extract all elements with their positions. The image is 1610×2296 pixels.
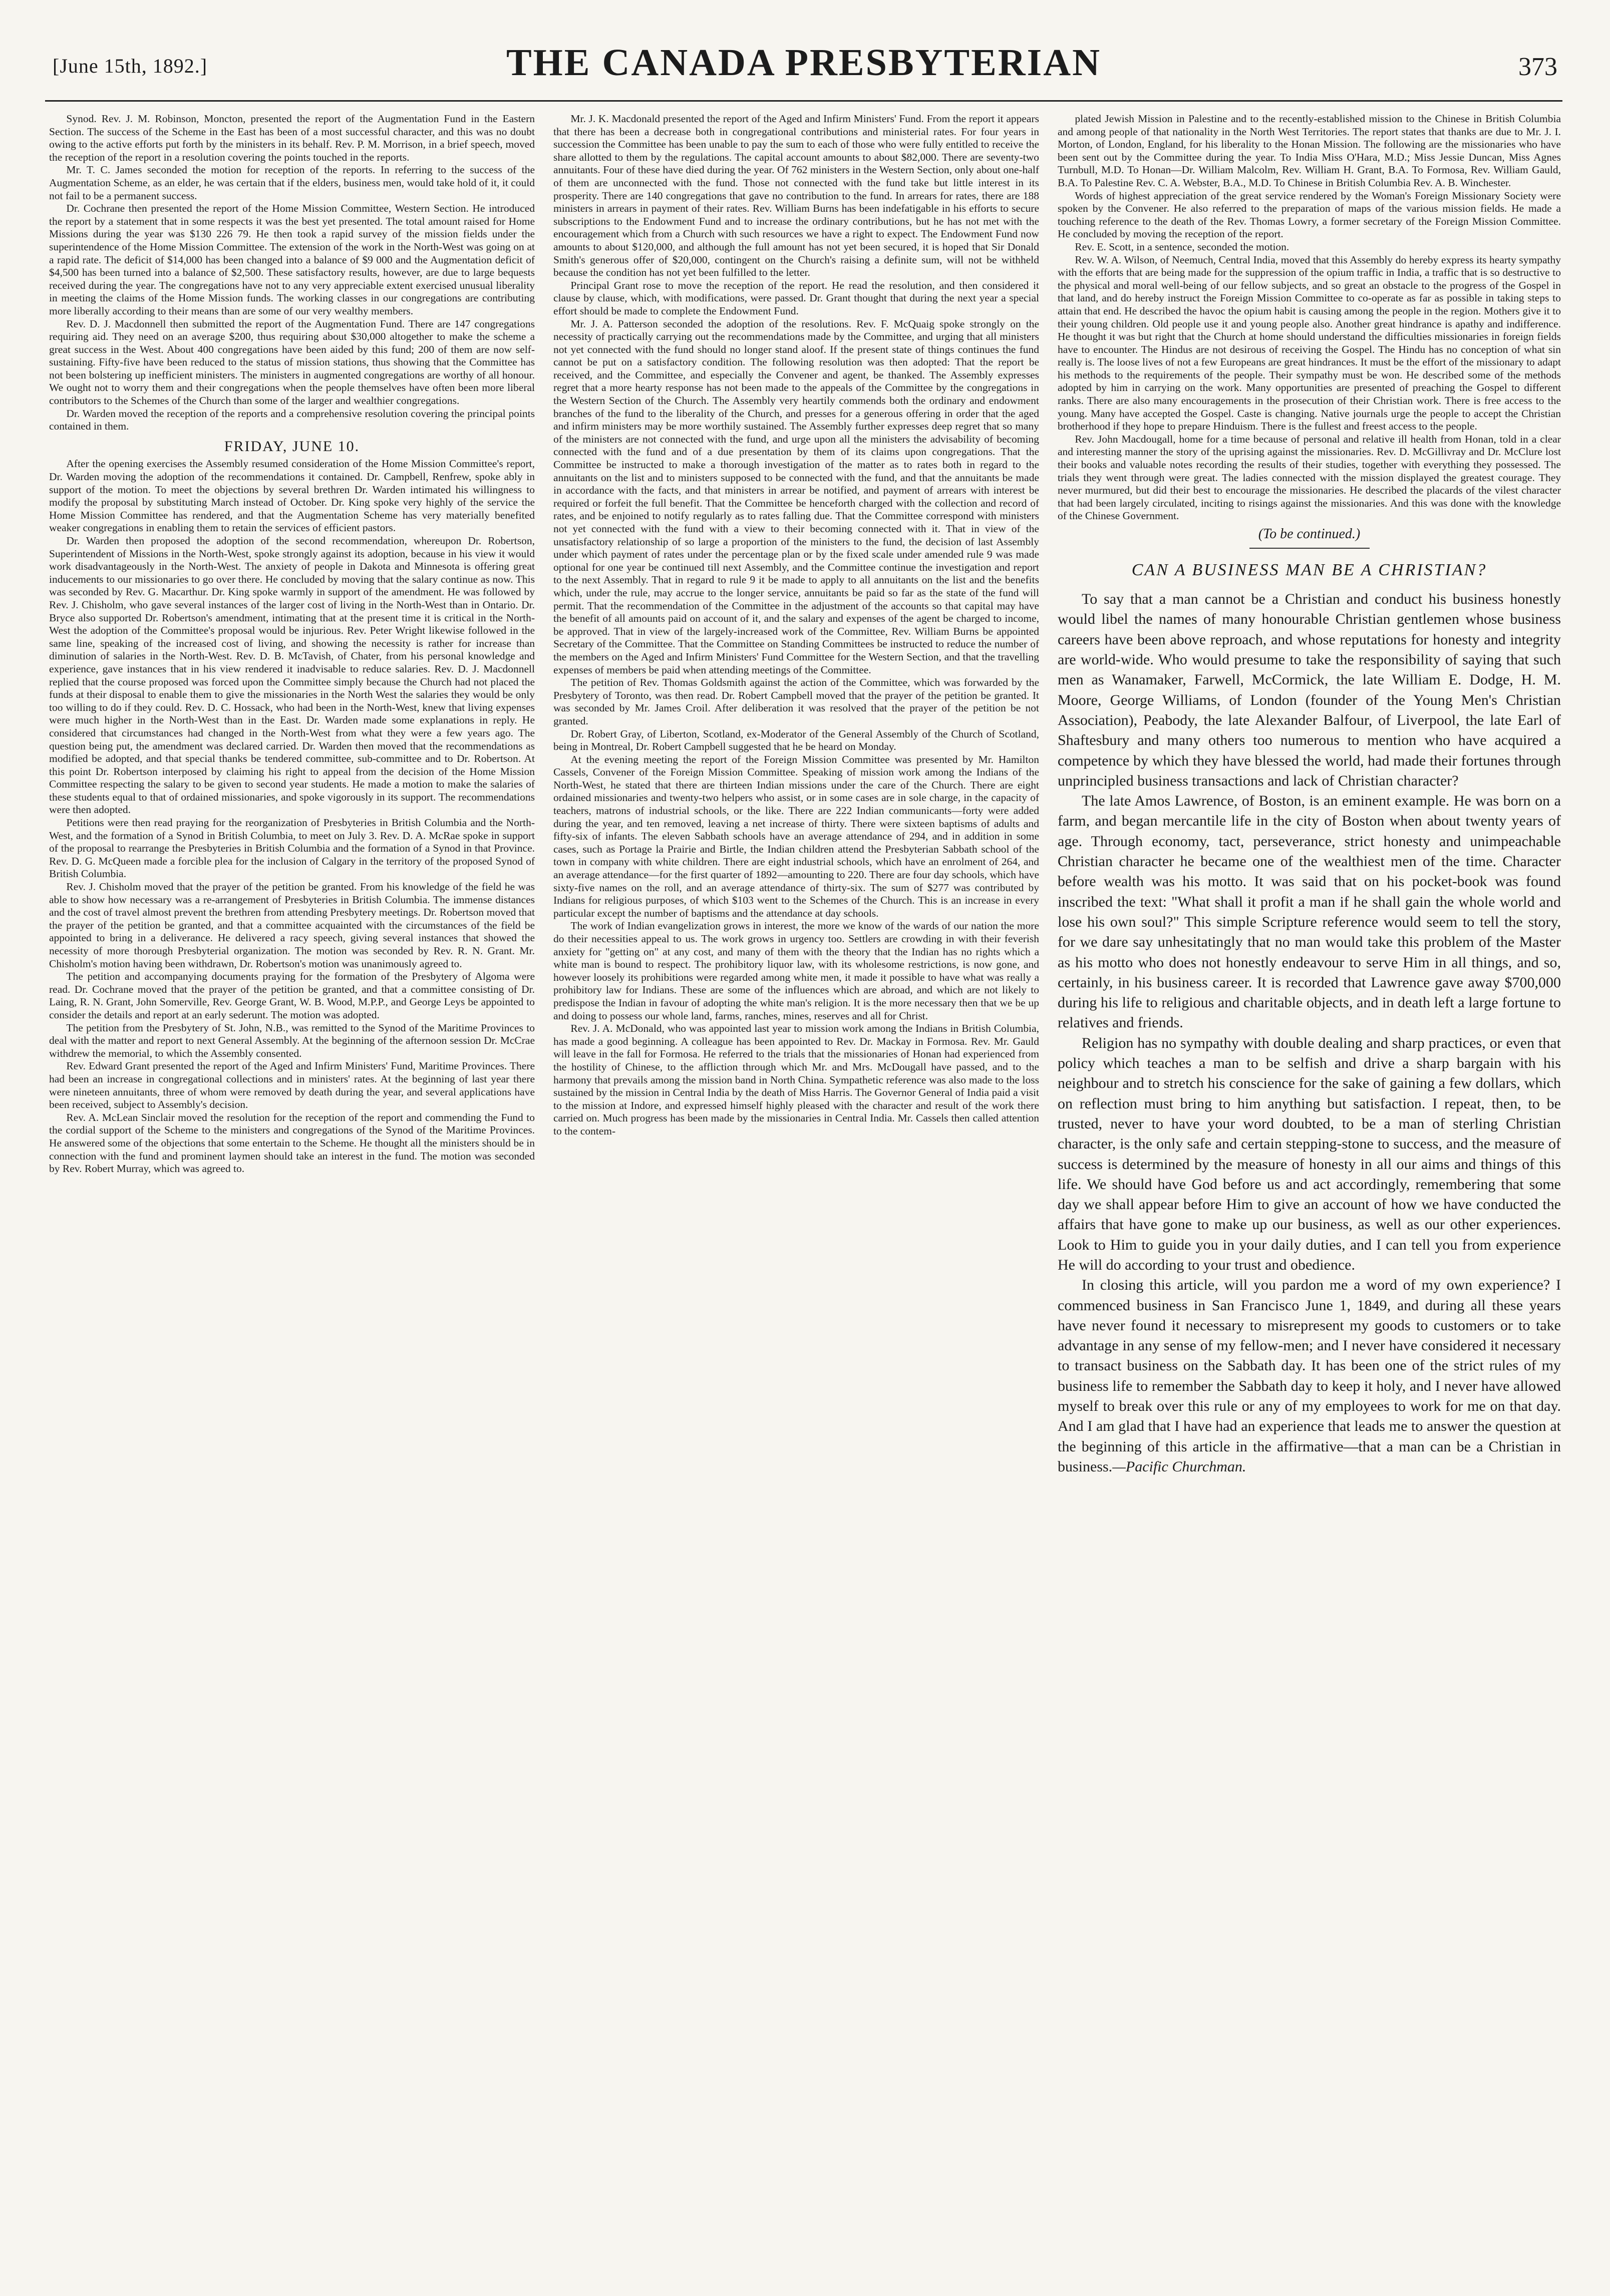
paragraph: Rev. W. A. Wilson, of Neemuch, Central India, moved that this Assembly do hereby express its hearty sympathy with the efforts that are being made for the suppression of the opium traffic in India, a traffic that is so destructive to the physical and moral well-being of our fellow subjects, and so great an obstacle to the progress of the Gospel in that land, and do hereby instruct the Foreign Mission Committee to co-operate as far as possible in taking steps to attain that end. He described the havoc the opium habit is causing among the people in the region. Mothers give it to their young children. Old people use it and young people also. Another great hindrance is apathy and indifference. He thought it was but right that the Church at home should understand the difficulties missionaries in foreign fields have to encounter. The Hindus are not desirous of receiving the Gospel. The Hindu has no conception of what sin really is. The loose lives of not a few Europeans are great hindrances. It must be the effort of the missionary to adapt his methods to the requirements of the people. Their sympathy must be won. He described some of the methods adopted by him in carrying on the work. Many opportunities are presented of preaching the Gospel to different ranks. There are also many encouragements in the prosecution of their Christian work. There is free access to the young. Many have accepted the Gospel. Caste is changing. Native journals urge the people to accept the Christian brotherhood if they hope to prepare Hinduism. There is the fullest and freest access to the people. xyxy=(1058,253,1561,433)
masthead-rule xyxy=(45,100,1562,102)
paragraph: Dr. Warden then proposed the adoption of the second recommendation, whereupon Dr. Robertson, Superintendent of Missions in the North-West, spoke strongly against its adoption, because in his view it would work disadvantageously in the North-West. The anxiety of people in Dakota and Minnesota is offering great inducements to our missionaries to go over there. He concluded by moving that the salary continue as now. This was seconded by Rev. G. Macarthur. Dr. King spoke warmly in support of the amendment. He was followed by Rev. J. Chisholm, who gave several instances of the larger cost of living in the North-West than in Ontario. Dr. Bryce also supported Dr. Robertson's amendment, intimating that at the present time it is critical in the North-West the adoption of the Committee's proposal would be injurious. Rev. Peter Wright likewise followed in the same line, speaking of the increased cost of living, and showing the necessity is rather for increase than diminution of salaries in the North-West. Rev. D. B. McTavish, of Chater, from his personal knowledge and experience, gave instances that in his view rendered it inadvisable to reduce salaries. Rev. D. J. Macdonnell replied that the course proposed was forced upon the Committee simply because the Church had not placed the funds at their disposal to enable them to give the missionaries in the North West the salaries they would be only too willing to do if they could. Rev. D. C. Hossack, who had been in the North-West, knew that living expenses were much higher in the North-West than in the East. Dr. Warden made some explanations in reply. He considered that circumstances had changed in the North-West from what they were a few years ago. The question being put, the amendment was declared carried. Dr. Warden then moved that the recommendations as modified be adopted, and that special thanks be tendered committee, sub-committee and to Dr. Robertson. At this point Dr. Robertson interposed by claiming his right to appeal from the decision of the Home Mission Committee respecting the salary to be given to second year students. He made a motion to make the salaries of these students equal to that of ordained missionaries, and spoke vigorously in its support. The recommendations were then adopted. xyxy=(49,535,535,816)
paragraph xyxy=(1058,1275,1561,1477)
column-3 xyxy=(1058,113,1561,2265)
paragraph: Rev. Edward Grant presented the report of the Aged and Infirm Ministers' Fund, Maritime Provinces. There had been an increase in congregational collections and in ministers' rates. At the beginning of last year there were nineteen annuitants, three of whom were removed by death during the year, and several applications have been received, subject to Assembly's decision. xyxy=(49,1060,535,1111)
paragraph: Mr. J. A. Patterson seconded the adoption of the resolutions. Rev. F. McQuaig spoke strongly on the necessity of practically carrying out the recommendations made by the Committee, and urging that all ministers not yet connected with the fund should no longer stand aloof. If the present state of things continues the fund cannot be put on a satisfactory condition. The following resolution was then adopted: That the report be received, and the Committee, and especially the Convener and agent, be thanked. The Assembly expresses regret that a more hearty response has not been made to the appeals of the Committee by the congregations in the Western Section of the Church. The Assembly very heartily commends both the ordinary and endowment branches of the fund to the liberality of the Church, and presses for a generous offering in order that the aged and infirm ministers may be more worthily sustained. The Assembly further expresses deep regret that so many of the ministers are not connected with the fund, and urge upon all the ministers the advisability of becoming connected with the fund and of a due presentation by them of its claims upon congregations. That the Committee be instructed to make a thorough investigation of the matter as to rates both in regard to the annuitants on the list and to ministers supposed to be connected with the fund, and that the annuitants be made in accordance with the facts, and that ministers in arrear be notified, and payment of arrears with interest be required or forfeit the full benefit. That the Committee be henceforth charged with the collection and record of rates, and be enjoined to notify regularly as to rates falling due. That the Committee correspond with ministers not yet connected with the fund with a view to their becoming connected with it. That in view of the unsatisfactory relationship of so large a proportion of the ministers to the fund, the decision of last Assembly under which payment of rates under the percentage plan or by the fixed scale under amended rule 9 was made optional for one year be continued till next Assembly, and the Committee continue the investigation and report to the next Assembly. That in regard to rule 9 it be made to apply to all annuitants on the list and the benefits which, under the rule, may accrue to the longer service, annuitants be paid so far as the state of the fund will permit. That the recommendation of the Committee in the adjustment of the accounts so that capital may have the benefit of all amounts paid on account of it, and the salary and expenses of the agent be charged to income, be approved. That in view of the largely-increased work of the Committee, Rev. William Burns be appointed Secretary of the Committee. That the Committee on Standing Committees be instructed to reduce the number of the members on the Aged and Infirm Ministers' Fund Committee for the Western Section, and that the travelling expenses of members be paid when attending meetings of the Committee. xyxy=(553,317,1039,676)
newspaper-title: THE CANADA PRESBYTERIAN xyxy=(506,42,1102,84)
paragraph: Mr. T. C. James seconded the motion for reception of the reports. In referring to the success of the Augmentation Scheme, as an elder, he was certain that if the elders, business men, would take hold of it, it could not fail to be a permanent success. xyxy=(49,164,535,202)
section-heading: FRIDAY, JUNE 10. xyxy=(224,438,360,455)
paragraph: At the evening meeting the report of the Foreign Mission Committee was presented by Mr. Hamilton Cassels, Convener of the Foreign Mission Committee. Speaking of mission work among the Indians of the North-West, he stated that there are thirteen Indian missions under the care of the Church. There are eight ordained missionaries and twenty-two helpers who assist, or in some cases are in sole charge, in the capacity of teachers, matrons of industrial schools, or the like. There are 222 Indian communicants—forty were added during the year, and ten removed, leaving a net increase of thirty. There were sixteen baptisms of adults and fifty-six of infants. The eleven Sabbath schools have an average attendance of 294, and in addition in some cases, such as Portage la Prairie and Birtle, the Indian children attend the Presbyterian Sabbath school of the town in company with white children. There are eight industrial schools, which have an enrolment of 264, and an average attendance—for the first quarter of 1892—amounting to 220. There are four day schools, which have sixty-five names on the roll, and an average attendance of thirty-six. The sum of $277 was contributed by Indians for religious purposes, of which $103 went to the Schemes of the Church. This is an increase in every particular except the number of baptisms and the attendance at day schools. xyxy=(553,753,1039,919)
section-divider xyxy=(1249,548,1370,549)
paragraph: Rev. J. Chisholm moved that the prayer of the petition be granted. From his knowledge of the field he was able to show how necessary was a re-arrangement of Presbyteries in British Columbia. The immense distances and the cost of travel almost prevent the brethren from attending Presbytery meetings. Dr. Robertson moved that the prayer of the petition be granted, and that a committee acquainted with the circumstances of the field be appointed to bring in a deliverance. He delivered a racy speech, giving several instances that showed the necessity of more thorough Presbyterial organization. The motion was seconded by Rev. R. N. Grant. Mr. Chisholm's motion having been withdrawn, Dr. Robertson's motion was unanimously agreed to. xyxy=(49,881,535,970)
article-body xyxy=(1058,589,1561,1477)
paragraph: The late Amos Lawrence, of Boston, is an eminent example. He was born on a farm, and began mercantile life in the city of Boston when about twenty years of age. Through economy, tact, perseverance, strict honesty and unimpeachable Christian character he became one of the wealthiest men of the time. Character before wealth was his motto. It was said that on his pocket-book was found inscribed the text: "What shall it profit a man if he shall gain the whole world and lose his own soul?" This simple Scripture reference would seem to tell the story, for we dare say unhesitatingly that no man would take this problem of the Master as his motto who does not honestly endeavour to serve Him in all things, and so, certainly, in his business career. It is recorded that Lawrence gave away $700,000 during his life to religious and charitable objects, and in death left a large fortune to relatives and friends. xyxy=(1058,793,1561,1031)
paragraph: Synod. Rev. J. M. Robinson, Moncton, presented the report of the Augmentation Fund in the Eastern Section. The success of the Scheme in the East has been of a most successful character, and this was no doubt owing to the active efforts put forth by the ministers in its behalf. Rev. P. M. Morrison, in a brief speech, moved the reception of the report in a resolution covering the points touched in the reports. xyxy=(49,113,535,163)
paragraph: Rev. E. Scott, in a sentence, seconded the motion. xyxy=(1075,240,1290,253)
paragraph: Dr. Robert Gray, of Liberton, Scotland, ex-Moderator of the General Assembly of the Church of Scotland, being in Montreal, Dr. Robert Campbell suggested that he be heard on Monday. xyxy=(553,727,1039,753)
column-1 xyxy=(49,113,535,2265)
paragraph: Petitions were then read praying for the reorganization of Presbyteries in British Columbia and the North-West, and the formation of a Synod in British Columbia, to meet on July 3. Rev. D. A. McRae spoke in support of the proposal to rearrange the Presbyteries in British Columbia and the formation of a Synod in that Province. Rev. D. G. McQueen made a forcible plea for the inclusion of Calgary in the territory of the proposed Synod of British Columbia. xyxy=(49,817,535,880)
paragraph: Religion has no sympathy with double dealing and sharp practices, or even that policy which teaches a man to be selfish and drive a sharp bargain with his neighbour and to stretch his conscience for the sake of gaining a few dollars, which on reflection must bring to him anything but satisfaction. I repeat, then, to be trusted, never to have your word doubted, to be a man of sterling Christian character, is the only safe and certain stepping-stone to success, and the measure of success is determined by the measure of honesty in all our aims and things of this life. We should have God before us and act accordingly, remembering that some day we shall appear before Him to give an account of how we have conducted the affairs that have gone to make up our business, as well as our other experiences. Look to Him to guide you in your daily duties, and I can tell you from experience He will do according to your trust and obedience. xyxy=(1058,1034,1561,1273)
paragraph: After the opening exercises the Assembly resumed consideration of the Home Mission Committee's report, Dr. Warden moving the adoption of the recommendations it contained. Dr. Campbell, Renfrew, spoke ably in support of the motion. To meet the objections by several brethren Dr. Warden intimated his willingness to modify the proposal by substituting March instead of October. Dr. King spoke very highly of the service the Home Mission Committee has rendered, and that the Augmentation Scheme has very materially benefited weaker congregations in enabling them to retain the services of efficient pastors. xyxy=(49,458,535,534)
paragraph: Rev. John Macdougall, home for a time because of personal and relative ill health from Honan, told in a clear and interesting manner the story of the uprising against the missionaries. Rev. D. McGillivray and Dr. McClure lost their books and valuable notes recording the results of their studies, together with everything they possessed. The trials they went through were great. The ladies connected with the mission displayed the greatest courage. They never murmured, but did their best to encourage the missionaries. He described the placards of the vilest character that had been largely circulated, inciting to risings against the missionaries. And this was done with the knowledge of the Chinese Government. xyxy=(1058,433,1561,522)
paragraph: The petition of Rev. Thomas Goldsmith against the action of the Committee, which was forwarded by the Presbytery of Toronto, was then read. Dr. Robert Campbell moved that the prayer of the petition be granted. It was seconded by Mr. James Croil. After deliberation it was resolved that the prayer of the petition be not granted. xyxy=(553,676,1039,727)
paragraph: Rev. A. McLean Sinclair moved the resolution for the reception of the report and commending the Fund to the cordial support of the Scheme to the ministers and congregations of the Synod of the Maritime Provinces. He answered some of the objections that some entertain to the Scheme. He thought all the ministers should be in connection with the fund and prominent laymen should take an interest in the fund. The motion was seconded by Rev. Robert Murray, which was agreed to. xyxy=(49,1111,535,1175)
paragraph: Principal Grant rose to move the reception of the report. He read the resolution, and then considered it clause by clause, which, with modifications, were passed. Dr. Grant thought that during the next year a special effort should be made to complete the Endowment Fund. xyxy=(553,279,1039,317)
paragraph: Dr. Cochrane then presented the report of the Home Mission Committee, Western Section. He introduced the report by a statement that in some respects it was the best yet presented. The total amount raised for Home Missions during the year was $130 226 79. He then took a rapid survey of the mission fields under the superintendence of the Home Mission Committee. The extension of the work in the North-West was going on at a rapid rate. The deficit of $14,000 has been changed into a balance of $9 000 and the Augmentation deficit of $4,500 has been turned into a balance of $2,500. These satisfactory results, however, are due to large bequests received during the year. The congregations have not to any very appreciable extent exercised unusual liberality in meeting the claims of the Home Mission funds. The working classes in our congregations are contributing more liberally according to their means than are some of our very wealthy members. xyxy=(49,202,535,317)
paragraph: To say that a man cannot be a Christian and conduct his business honestly would libel the names of many honourable Christian gentlemen whose business careers have been above reproach, and whose reputations for honesty and integrity are world-wide. Who would presume to take the responsibility of saying that such men as Wanamaker, Farwell, McCormick, the late William E. Dodge, H. M. Moore, George Williams, of London (founder of the Young Men's Christian Association), Peabody, the late Alexander Balfour, of Liverpool, the late Earl of Shaftesbury and many others too numerous to mention who have acquired a competence by which they have blessed the world, had made their fortunes through unprincipled business transactions and lack of Christian character? xyxy=(1058,591,1561,789)
masthead xyxy=(45,30,1562,105)
paragraph: Dr. Warden moved the reception of the reports and a comprehensive resolution covering the principal points contained in them. xyxy=(49,407,535,433)
article-source: —Pacific Churchman. xyxy=(1112,1458,1246,1475)
to-be-continued: (To be continued.) xyxy=(1258,526,1361,542)
paragraph: Words of highest appreciation of the great service rendered by the Woman's Foreign Missionary Society were spoken by the Convener. He also referred to the preparation of maps of the various mission fields. He made a touching reference to the death of the Rev. Thomas Lowry, a former secretary of the Foreign Mission Committee. He concluded by moving the reception of the report. xyxy=(1058,189,1561,240)
paragraph: Mr. J. K. Macdonald presented the report of the Aged and Infirm Ministers' Fund. From the report it appears that there has been a decrease both in congregational contributions and ministerial rates. For four years in succession the Committee has been unable to pay the sum to each of those who were fully entitled to receive the share allotted to them by the regulations. The capital account amounts to about $82,000. There are seventy-two annuitants. Four of these have died during the year. Of 762 ministers in the Western Section, only about one-half of them are unconnected with the fund. Those not connected with the fund take but little interest in its prosperity. There are 140 congregations that gave no contribution to the fund. In arrears for rates, there are 188 ministers in arrears in payment of their rates. Rev. William Burns has been indefatigable in his efforts to secure subscriptions to the Endowment Fund and to increase the ordinary contributions, but he has not met with the encouragement which from a Church with such resources we have a right to expect. The Endowment Fund now amounts to about $120,000, and although the full amount has not yet been secured, it is hoped that Sir Donald Smith's generous offer of $20,000, contingent on the Church's raising a definite sum, will not be withheld because the condition has not yet been fulfilled to the letter. xyxy=(553,113,1039,279)
closing-text: In closing this article, will you pardon me a word of my own experience? I commenced business in San Francisco June 1, 1849, and during all these years have never found it necessary to misrepresent my goods to customers or to take advantage in any sense of my fellow-men; and I never have considered it necessary to transact business on the Sabbath day. It has been one of the strict rules of my business life to remember the Sabbath day to keep it holy, and I never have allowed myself to break over this rule or any of my employees to work for me on that day. And I am glad that I have had an experience that leads me to answer the question at the beginning of this article in the affirmative—that a man can be a Christian in business. xyxy=(1058,1277,1561,1475)
paragraph: The petition and accompanying documents praying for the formation of the Presbytery of Algoma were read. Dr. Cochrane moved that the prayer of the petition be granted, and that a committee consisting of Dr. Laing, R. N. Grant, John Somerville, Rev. George Grant, W. B. Wood, M.P.P., and George Leys be appointed to consider the details and report at an early sederunt. The motion was adopted. xyxy=(49,970,535,1021)
paragraph: The petition from the Presbytery of St. John, N.B., was remitted to the Synod of the Maritime Provinces to deal with the matter and report to next General Assembly. At the beginning of the afternoon session Dr. McCrae withdrew the memorial, to which the Assembly consented. xyxy=(49,1021,535,1059)
paragraph: plated Jewish Mission in Palestine and to the recently-established mission to the Chinese in British Columbia and among people of that nationality in the North West Territories. The report states that thanks are due to Mr. J. I. Morton, of London, England, for his liberality to the Honan Mission. The following are the missionaries who have been sent out by the Committee during the year. To India Miss O'Hara, M.D.; Miss Jessie Duncan, Miss Agnes Turnbull, M.D. To Honan—Dr. William Malcolm, Rev. William H. Grant, B.A. To Formosa, Rev. William Gauld, B.A. To Palestine Rev. C. A. Webster, B.A., M.D. To Chinese in British Columbia Rev. A. B. Winchester. xyxy=(1058,113,1561,189)
column-2 xyxy=(553,113,1039,2265)
paragraph: Rev. J. A. McDonald, who was appointed last year to mission work among the Indians in British Columbia, has made a good beginning. A colleague has been appointed to Rev. Dr. Mackay in Formosa. Rev. Mr. Gauld will leave in the fall for Formosa. He referred to the trials that the missionaries of Honan had experienced from the hostility of Chinese, to the affliction through which Mr. and Mrs. McDougall have passed, and to the harmony that prevails among the mission band in North China. Sympathetic reference was also made to the loss sustained by the mission in Central India by the death of Miss Harris. The Governor General of India paid a visit to the mission at Indore, and expressed himself highly pleased with the character and result of the work there carried on. Much progress has been made by the missionaries in Central India. Mr. Cassels then called attention to the contem- xyxy=(553,1022,1039,1137)
issue-date: [June 15th, 1892.] xyxy=(53,55,208,77)
article-title: CAN A BUSINESS MAN BE A CHRISTIAN? xyxy=(1131,560,1487,579)
page-number: 373 xyxy=(1518,53,1557,81)
paragraph: Rev. D. J. Macdonnell then submitted the report of the Augmentation Fund. There are 147 congregations requiring aid. They need on an average $200, thus requiring about $30,000 altogether to make the scheme a great success in the West. About 400 congregations have been aided by this fund; 200 of them are now self-sustaining. Fifty-five have been reduced to the status of mission stations, thus showing that the Committee has not been bolstering up inefficient ministers. The ministers in augmented congregations are worthy of all honour. We ought not to worry them and their congregations when the people themselves have often been more liberal contributors to the Schemes of the Church than some of the larger and wealthier congregations. xyxy=(49,317,535,407)
paragraph: The work of Indian evangelization grows in interest, the more we know of the wards of our nation the more do their necessities appeal to us. The work grows in urgency too. Settlers are crowding in with their feverish anxiety for "getting on" at any cost, and many of them with the theory that the Indian has no rights which a white man is bound to respect. The prohibitory liquor law, with its wholesome restrictions, is now gone, and however loosely its prohibitions were regarded among white men, it made it possible to have what was really a prohibitory law for Indians. These are some of the influences which are abroad, and which are not likely to predispose the Indian in favour of adopting the white man's religion. It is the more necessary then that we be up and doing to possess our whole land, farms, ranches, mines, reserves and all for Christ. xyxy=(553,920,1039,1022)
